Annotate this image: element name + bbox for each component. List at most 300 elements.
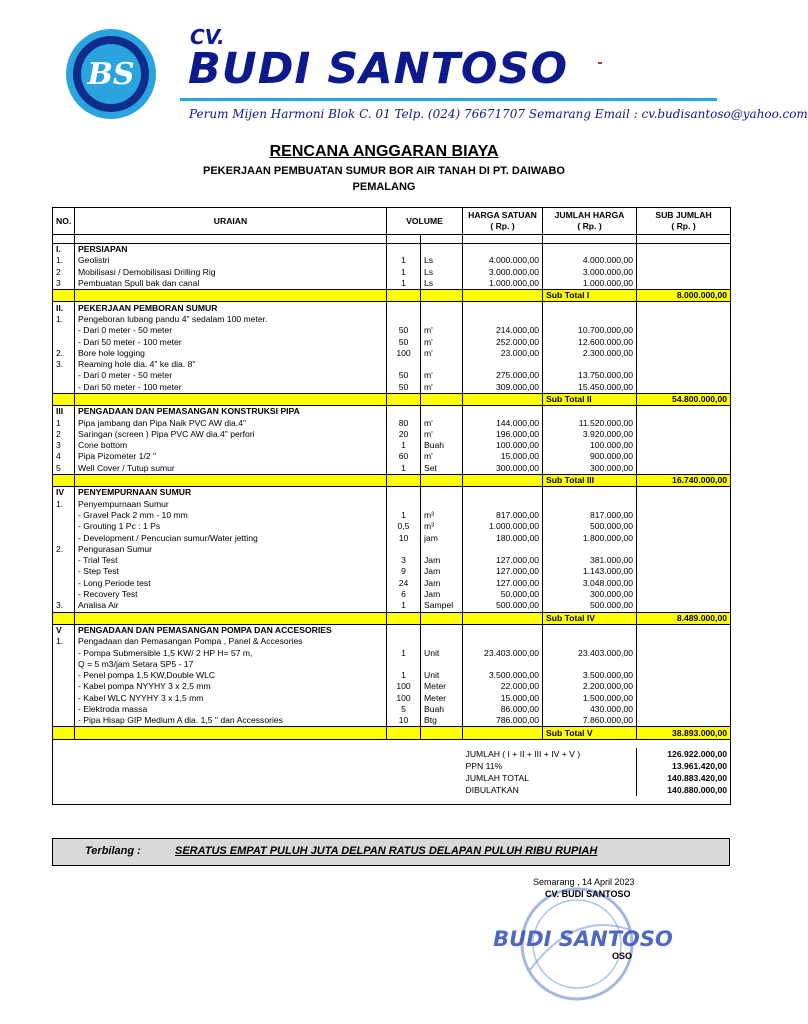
item-total: 2.200.000,00 [543,681,637,692]
company-logo [65,28,157,120]
empty-cell [637,451,731,462]
item-total: 13.750.000,00 [543,370,637,381]
item-volume [387,659,421,670]
empty-cell [637,314,731,325]
table-row [53,715,731,727]
item-total: 900.000,00 [543,451,637,462]
item-total: 381.000,00 [543,555,637,566]
empty-cell [463,244,543,256]
item-description: Well Cover / Tutup sumur [75,463,387,475]
item-volume: 50 [387,336,421,347]
table-row [53,451,731,462]
empty-cell [637,647,731,658]
item-description: Saringan (screen ) Pipa PVC AW dia.4" perfori [75,429,387,440]
item-number [53,681,75,692]
empty-cell [463,624,543,636]
item-unit-price: 1.000.000,00 [463,521,543,532]
item-unit-price: 3.500.000,00 [463,670,543,681]
company-address: Perum Mijen Harmoni Blok C. 01 Telp. (024) 76671707 Semarang Email : cv.budisantoso@yahoo.com [189,107,808,121]
item-description: Reaming hole dia. 4" ke dia. 8" [75,359,387,370]
item-unit: m³ [421,510,463,521]
empty-cell [637,382,731,394]
empty-cell [421,624,463,636]
empty-cell [421,487,463,499]
item-unit-price: 144.000,00 [463,417,543,428]
item-volume: 1 [387,647,421,658]
table-row [53,532,731,543]
table-row [53,348,731,359]
item-unit-price [463,359,543,370]
empty-cell [421,612,463,624]
total-label: PPN 11% [463,760,637,772]
empty-cell [543,302,637,314]
item-unit-price: 3.000.000,00 [463,267,543,278]
decoration-dot [598,62,602,64]
table-row [53,636,731,647]
item-unit-price: 252.000,00 [463,336,543,347]
item-total: 23.403.000,00 [543,647,637,658]
item-total: 1.500.000,00 [543,693,637,704]
item-number [53,566,75,577]
item-unit: jam [421,532,463,543]
item-total [543,499,637,510]
item-description: - Kabel WLC NYYHY 3 x 1,5 mm [75,693,387,704]
item-unit: m' [421,370,463,381]
item-unit-price [463,314,543,325]
empty-cell [463,406,543,418]
header-jumlah: JUMLAH HARGA ( Rp. ) [543,208,637,235]
item-description: Pengadaan dan Pemasangan Pompa , Panel & Accesories [75,636,387,647]
item-number [53,578,75,589]
item-unit [421,544,463,555]
total-row [53,748,731,760]
section-title: PERSIAPAN [75,244,387,256]
table-row [53,278,731,290]
empty-cell [53,474,75,486]
empty-cell [387,727,421,739]
section-number: IV [53,487,75,499]
empty-cell [637,359,731,370]
item-description: - Trial Test [75,555,387,566]
empty-cell [637,499,731,510]
empty-cell [75,290,387,302]
table-row [53,463,731,475]
item-number: 1. [53,314,75,325]
empty-cell [637,566,731,577]
table-row [53,359,731,370]
item-total: 500.000,00 [543,600,637,612]
item-number [53,670,75,681]
empty-cell [637,406,731,418]
subtotal-value: 16.740.000,00 [637,474,731,486]
empty-cell [387,474,421,486]
table-row [53,370,731,381]
item-total: 2.300.000,00 [543,348,637,359]
item-unit-price: 127.000,00 [463,555,543,566]
item-unit: Buah [421,704,463,715]
empty-cell [421,393,463,405]
table-row [53,555,731,566]
stamp-text: BUDI SANTOSO [493,927,673,951]
empty-cell [463,235,543,244]
subtotal-label: Sub Total IV [543,612,637,624]
item-unit [421,499,463,510]
section-title: PEKERJAAN PEMBORAN SUMUR [75,302,387,314]
subtotal-row [53,393,731,405]
item-unit: m' [421,325,463,336]
table-row [53,429,731,440]
item-total: 1.143.000,00 [543,566,637,577]
item-unit-price: 786.000,00 [463,715,543,727]
item-number [53,510,75,521]
table-row [53,566,731,577]
item-total: 15.450.000,00 [543,382,637,394]
item-number: 3 [53,278,75,290]
item-number: 2 [53,267,75,278]
table-row [53,544,731,555]
subtotal-row [53,727,731,739]
item-unit: m' [421,417,463,428]
item-description: - Grouting 1 Pc : 1 Ps [75,521,387,532]
item-volume: 50 [387,370,421,381]
empty-cell [543,406,637,418]
empty-cell [637,325,731,336]
item-unit: Buah [421,440,463,451]
table-row [53,499,731,510]
total-label: JUMLAH TOTAL [463,772,637,784]
item-total: 4.000.000,00 [543,255,637,266]
empty-cell [463,290,543,302]
item-number: 1. [53,255,75,266]
empty-cell [387,612,421,624]
empty-cell [637,302,731,314]
item-number: 1. [53,499,75,510]
empty-cell [387,235,421,244]
company-name: BUDI SANTOSO [188,44,568,94]
item-volume: 50 [387,325,421,336]
item-volume: 1 [387,440,421,451]
item-number: 1. [53,636,75,647]
total-label: DIBULATKAN [463,784,637,796]
item-unit: m' [421,451,463,462]
empty-cell [637,681,731,692]
empty-cell [637,348,731,359]
table-row-blank [53,796,731,805]
empty-cell [53,235,75,244]
empty-cell [637,440,731,451]
empty-cell [53,784,463,796]
table-row-blank [53,235,731,244]
item-total [543,359,637,370]
item-description: - Development / Pencucian sumur/Water jetting [75,532,387,543]
item-unit-price: 127.000,00 [463,566,543,577]
item-description: - Dari 0 meter - 50 meter [75,370,387,381]
item-total [543,314,637,325]
subtotal-label: Sub Total I [543,290,637,302]
item-volume: 1 [387,255,421,266]
item-volume: 10 [387,715,421,727]
item-description: Analisa Air [75,600,387,612]
table-row [53,589,731,600]
item-description: - Recovery Test [75,589,387,600]
item-unit-price: 180.000,00 [463,532,543,543]
empty-cell [463,612,543,624]
item-total: 300.000,00 [543,463,637,475]
empty-cell [637,370,731,381]
empty-cell [421,244,463,256]
item-unit-price: 50.000,00 [463,589,543,600]
item-unit: Jam [421,566,463,577]
total-row [53,784,731,796]
item-unit: m' [421,429,463,440]
item-total: 1.000.000,00 [543,278,637,290]
subtotal-row [53,612,731,624]
empty-cell [53,760,463,772]
item-unit-price [463,544,543,555]
table-row [53,255,731,266]
item-description: - Dari 50 meter - 100 meter [75,336,387,347]
item-volume: 1 [387,267,421,278]
item-volume: 80 [387,417,421,428]
item-description: Geolistri [75,255,387,266]
item-volume: 1 [387,278,421,290]
item-unit-price: 196.000,00 [463,429,543,440]
item-total: 3.500.000,00 [543,670,637,681]
item-number: 3 [53,440,75,451]
item-description: - Pompa Submersible 1,5 KW/ 2 HP H= 57 m, [75,647,387,658]
item-description: Penyempurnaan Sumur [75,499,387,510]
item-unit-price: 1.000.000,00 [463,278,543,290]
item-unit-price: 86.000,00 [463,704,543,715]
total-value: 140.883.420,00 [637,772,731,784]
item-volume: 6 [387,589,421,600]
item-unit-price: 15.000,00 [463,693,543,704]
empty-cell [637,636,731,647]
company-prefix: CV. [190,25,225,49]
item-number [53,325,75,336]
item-description: Mobilisasi / Demobilisasi Drilling Rig [75,267,387,278]
table-row [53,647,731,658]
item-description: - Pipa Hisap GIP Medium A dia. 1,5 " dan Accessories [75,715,387,727]
item-unit: Ls [421,267,463,278]
document-subtitle: PEKERJAAN PEMBUATAN SUMUR BOR AIR TANAH DI PT. DAIWABO [203,165,565,177]
empty-cell [387,244,421,256]
item-volume: 1 [387,600,421,612]
empty-cell [421,727,463,739]
section-row [53,624,731,636]
empty-cell [421,290,463,302]
item-description: Pipa jambang dan Pipa Naik PVC AW dia.4" [75,417,387,428]
item-total: 1.800.000,00 [543,532,637,543]
sign-name: OSO [612,951,633,961]
item-unit-price: 817.000,00 [463,510,543,521]
empty-cell [637,521,731,532]
empty-cell [53,727,75,739]
item-number [53,336,75,347]
item-volume [387,544,421,555]
empty-cell [421,235,463,244]
header-no: NO. [53,208,75,235]
item-total [543,659,637,670]
item-unit: Sampel [421,600,463,612]
item-volume: 50 [387,382,421,394]
item-unit [421,659,463,670]
total-value: 13.961.420,00 [637,760,731,772]
total-row [53,760,731,772]
item-unit: m' [421,336,463,347]
empty-cell [637,510,731,521]
empty-cell [421,406,463,418]
sign-company: CV. BUDI SANTOSO [545,889,631,899]
subtotal-value: 8.000.000,00 [637,290,731,302]
item-volume: 100 [387,681,421,692]
item-description: Pipa Pizometer 1/2 " [75,451,387,462]
subtotal-row [53,474,731,486]
item-total: 10.700.000,00 [543,325,637,336]
total-label: JUMLAH ( I + II + III + IV + V ) [463,748,637,760]
item-number [53,370,75,381]
empty-cell [637,600,731,612]
table-row [53,521,731,532]
section-title: PENGADAAN DAN PEMASANGAN POMPA DAN ACCESORIES [75,624,387,636]
item-unit-price: 309.000,00 [463,382,543,394]
item-total [543,544,637,555]
item-unit-price [463,499,543,510]
item-total: 100.000,00 [543,440,637,451]
item-unit-price: 23.000,00 [463,348,543,359]
item-unit: Ls [421,255,463,266]
item-volume: 3 [387,555,421,566]
item-number: 3. [53,600,75,612]
subtotal-value: 38.893.000,00 [637,727,731,739]
terbilang-box [52,838,730,866]
section-number: V [53,624,75,636]
table-row-blank [53,739,731,748]
item-unit: Meter [421,681,463,692]
item-volume [387,359,421,370]
empty-cell [637,693,731,704]
item-description: Cone bottom [75,440,387,451]
empty-cell [53,612,75,624]
item-volume: 100 [387,348,421,359]
item-unit: m' [421,382,463,394]
empty-cell [463,487,543,499]
table-row [53,314,731,325]
empty-cell [637,336,731,347]
empty-cell [421,302,463,314]
item-number [53,647,75,658]
empty-cell [637,544,731,555]
empty-cell [637,487,731,499]
item-unit: Jam [421,578,463,589]
subtotal-label: Sub Total III [543,474,637,486]
empty-cell [637,532,731,543]
item-description: - Penel pompa 1,5 KW,Double WLC [75,670,387,681]
item-volume [387,314,421,325]
item-unit-price: 275.000,00 [463,370,543,381]
item-description: - Long Periode test [75,578,387,589]
item-unit: Ls [421,278,463,290]
item-number [53,659,75,670]
table-row [53,267,731,278]
item-unit-price: 15.000,00 [463,451,543,462]
empty-cell [637,429,731,440]
item-volume: 9 [387,566,421,577]
empty-cell [543,244,637,256]
item-description: - Gravel Pack 2 mm - 10 mm [75,510,387,521]
table-row [53,382,731,394]
section-number: II. [53,302,75,314]
item-total: 3.000.000,00 [543,267,637,278]
item-description: - Dari 0 meter - 50 meter [75,325,387,336]
item-unit-price: 127.000,00 [463,578,543,589]
empty-cell [75,235,387,244]
section-row [53,487,731,499]
item-description: Pengeboran lubang pandu 4" sedalam 100 meter. [75,314,387,325]
empty-cell [637,670,731,681]
item-unit-price [463,636,543,647]
item-number: 1 [53,417,75,428]
item-unit: Jam [421,555,463,566]
empty-cell [53,739,731,748]
item-unit-price: 23.403.000,00 [463,647,543,658]
item-total: 7.860.000,00 [543,715,637,727]
item-volume: 60 [387,451,421,462]
item-number [53,521,75,532]
section-title: PENGADAAN DAN PEMASANGAN KONSTRUKSI PIPA [75,406,387,418]
empty-cell [387,406,421,418]
item-unit [421,359,463,370]
item-total: 3.920.000,00 [543,429,637,440]
empty-cell [421,474,463,486]
item-unit-price: 22.000,00 [463,681,543,692]
item-total: 12.600.000,00 [543,336,637,347]
item-number [53,693,75,704]
item-unit: Btg [421,715,463,727]
item-unit: Meter [421,693,463,704]
document-location: PEMALANG [352,181,416,193]
item-number [53,555,75,566]
table-row [53,600,731,612]
item-volume: 20 [387,429,421,440]
empty-cell [75,727,387,739]
item-unit: Unit [421,670,463,681]
item-number [53,715,75,727]
section-title: PENYEMPURNAAN SUMUR [75,487,387,499]
sign-place-date: Semarang , 14 April 2023 [533,877,635,887]
table-header [53,208,731,235]
item-number: 4 [53,451,75,462]
empty-cell [637,267,731,278]
empty-cell [387,302,421,314]
item-volume: 100 [387,693,421,704]
empty-cell [75,474,387,486]
item-volume: 0,5 [387,521,421,532]
section-number: I. [53,244,75,256]
item-unit [421,314,463,325]
empty-cell [387,290,421,302]
total-value: 126.922.000,00 [637,748,731,760]
empty-cell [387,393,421,405]
empty-cell [75,393,387,405]
header-sub: SUB JUMLAH ( Rp. ) [637,208,731,235]
item-total: 500.000,00 [543,521,637,532]
empty-cell [463,302,543,314]
item-total: 430.000,00 [543,704,637,715]
total-row [53,772,731,784]
empty-cell [543,624,637,636]
subtotal-value: 54.800.000,00 [637,393,731,405]
